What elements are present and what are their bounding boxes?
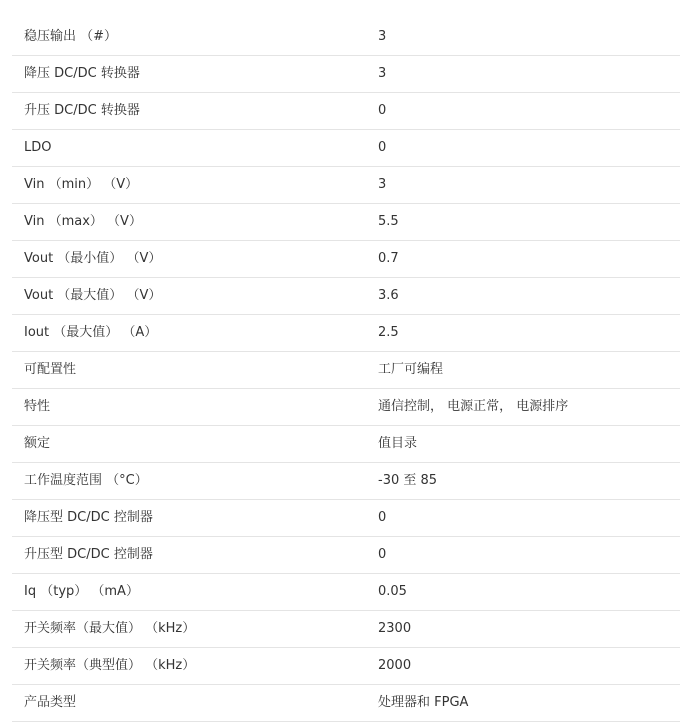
spec-label: 升压 DC/DC 转换器	[24, 103, 140, 118]
spec-label: 开关频率（典型值） （kHz）	[24, 658, 196, 673]
spec-label: Vout （最小值） （V）	[24, 251, 162, 266]
spec-label: 特性	[24, 399, 51, 414]
spec-label: 降压 DC/DC 转换器	[24, 66, 140, 81]
spec-row-iq-typ	[12, 574, 680, 611]
spec-value: 0.05	[378, 584, 407, 599]
spec-label: 降压型 DC/DC 控制器	[24, 510, 153, 525]
spec-row-switching-frequency-typ	[12, 648, 680, 685]
spec-label: 额定	[24, 436, 51, 451]
spec-row-step-up-controllers	[12, 537, 680, 574]
spec-row-step-up-converters	[12, 93, 680, 130]
spec-label: LDO	[24, 140, 52, 155]
spec-value: 0	[378, 547, 387, 562]
spec-value: 2.5	[378, 325, 399, 340]
spec-value: 2300	[378, 621, 412, 636]
spec-row-ldo	[12, 130, 680, 167]
spec-value: 0	[378, 510, 387, 525]
spec-row-step-down-converters	[12, 56, 680, 93]
spec-row-vout-max	[12, 278, 680, 315]
spec-row-vout-min	[12, 241, 680, 278]
spec-value: 3	[378, 66, 387, 81]
spec-value: 2000	[378, 658, 412, 673]
spec-label: 可配置性	[24, 362, 77, 377]
spec-row-switching-frequency-max	[12, 611, 680, 648]
spec-value: 工厂可编程	[378, 362, 444, 377]
spec-label: 稳压输出 （#）	[24, 29, 118, 44]
spec-row-vin-min	[12, 167, 680, 204]
spec-value: 值目录	[378, 436, 418, 451]
spec-label: Vin （max） （V）	[24, 214, 142, 229]
spec-row-rating	[12, 426, 680, 463]
spec-label: Vin （min） （V）	[24, 177, 139, 192]
spec-value: 0.7	[378, 251, 399, 266]
spec-value: 3	[378, 177, 387, 192]
spec-value: 3	[378, 29, 387, 44]
spec-label: Iout （最大值） （A）	[24, 325, 158, 340]
spec-label: 开关频率（最大值） （kHz）	[24, 621, 196, 636]
spec-label: 产品类型	[24, 695, 77, 710]
spec-row-vin-max	[12, 204, 680, 241]
spec-value: 0	[378, 140, 387, 155]
spec-row-features	[12, 389, 680, 426]
spec-row-operating-temperature	[12, 463, 680, 500]
spec-value: 处理器和 FPGA	[378, 695, 469, 710]
spec-label: Iq （typ） （mA）	[24, 584, 139, 599]
spec-value: -30 至 85	[378, 473, 438, 488]
spec-value: 5.5	[378, 214, 399, 229]
spec-value: 通信控制， 电源正常， 电源排序	[378, 399, 569, 414]
spec-row-iout-max	[12, 315, 680, 352]
spec-label: 升压型 DC/DC 控制器	[24, 547, 153, 562]
spec-label: 工作温度范围 （°C）	[24, 473, 148, 488]
spec-value: 3.6	[378, 288, 399, 303]
spec-label: Vout （最大值） （V）	[24, 288, 162, 303]
spec-row-step-down-controllers	[12, 500, 680, 537]
spec-row-product-type	[12, 685, 680, 722]
spec-row-configurability	[12, 352, 680, 389]
spec-row-regulated-outputs	[12, 19, 680, 56]
spec-value: 0	[378, 103, 387, 118]
